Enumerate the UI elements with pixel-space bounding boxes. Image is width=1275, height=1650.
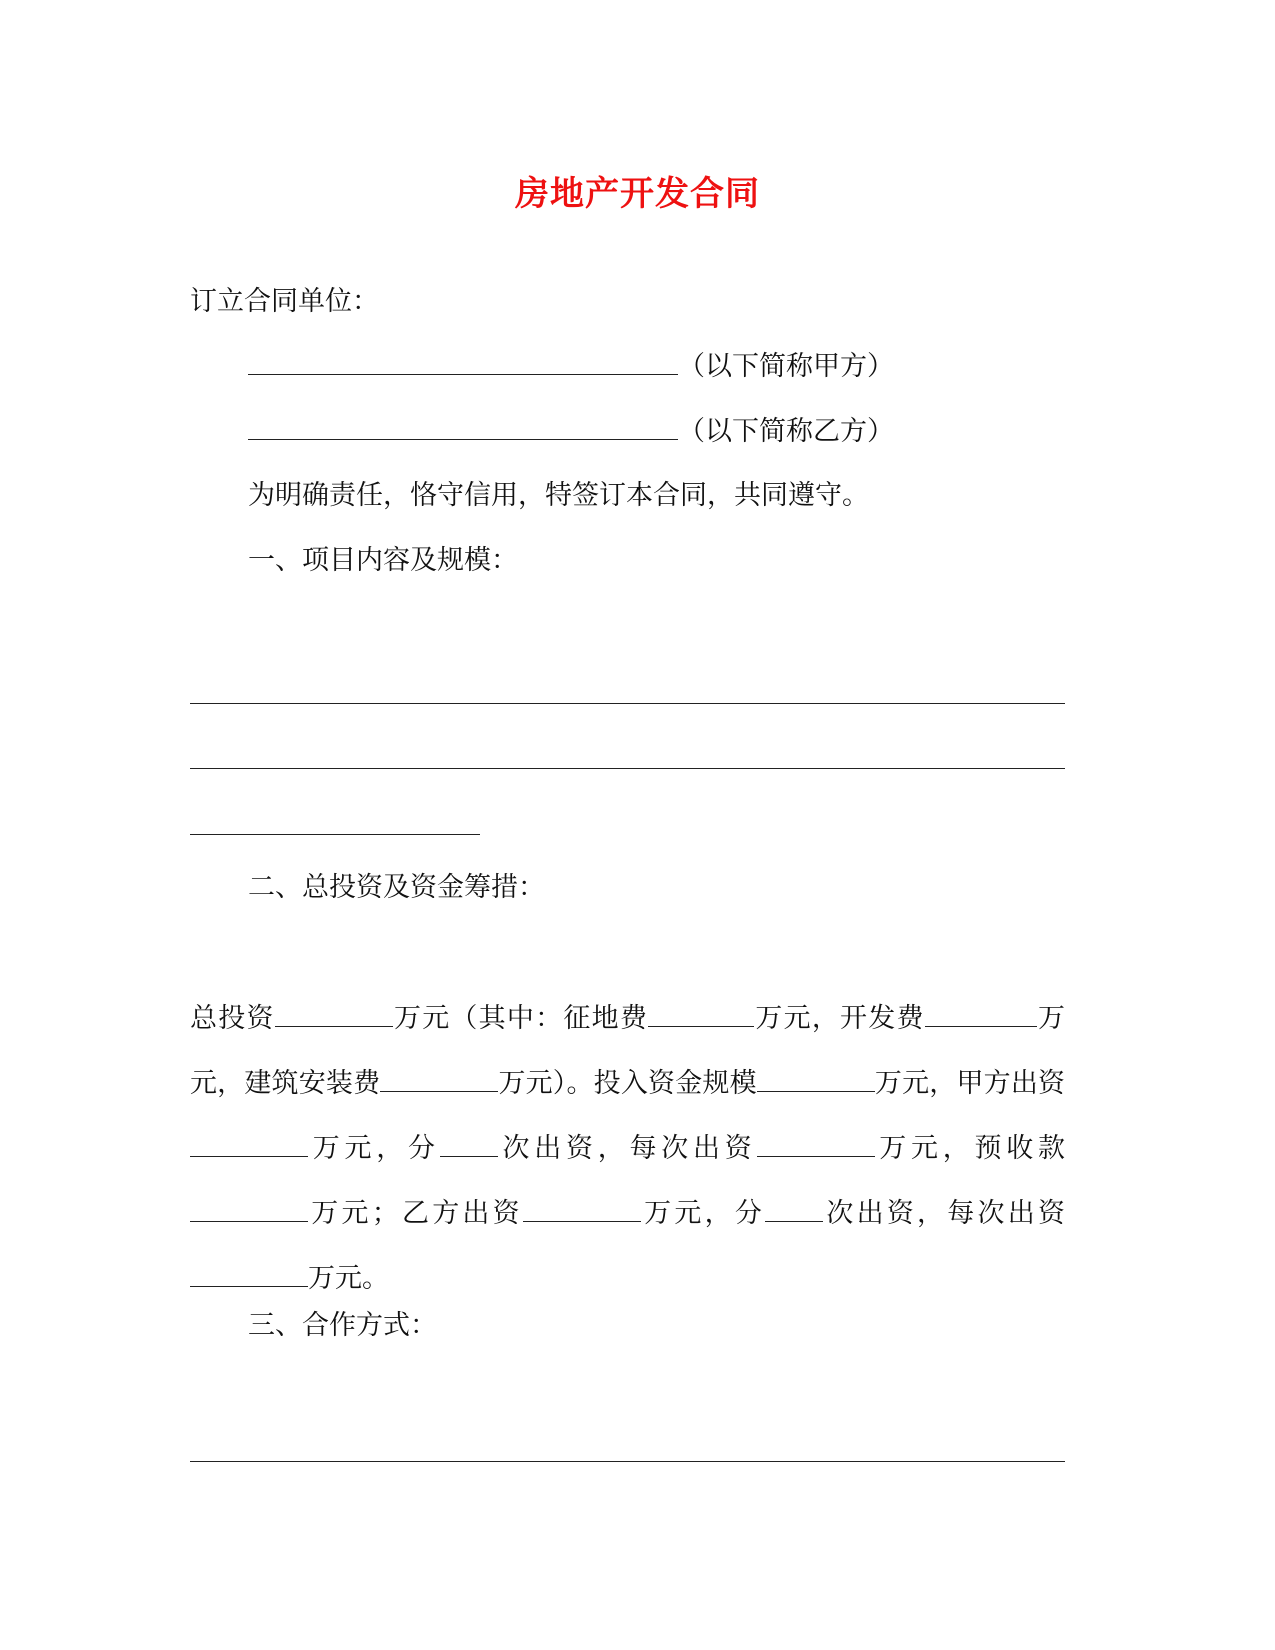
investment-text: 万元，开发费 [754,1003,925,1034]
investment-text: 次出资，每次出资 [823,1198,1066,1229]
preamble: 为明确责任，恪守信用，特签订本合同，共同遵守。 [248,480,869,511]
investment-paragraph [190,986,1065,1311]
party-a-per-installment-blank [757,1128,875,1157]
party-b-funds-blank [523,1193,641,1222]
document-title: 房地产开发合同 [515,174,760,214]
section-3-heading: 三、合作方式： [248,1310,437,1341]
investment-text: 万元，预收款 [874,1133,1065,1164]
party-b-installments-blank [765,1193,823,1222]
investment-text: 总投资 [190,1003,275,1034]
investment-text: 万元；乙方出资 [308,1198,523,1229]
party-b-line [248,411,894,452]
investment-text: 万元）。投入资金规模 [498,1068,757,1099]
party-b-blank [248,411,678,440]
section-1-blank-line-3 [190,834,480,835]
investment-text: 万元。 [308,1263,389,1294]
investment-text: 万元，分 [640,1198,766,1229]
land-fee-blank [648,998,754,1027]
investment-text: 万元，分 [308,1133,440,1164]
party-b-per-installment-blank [190,1258,308,1287]
party-a-installments-blank [440,1128,498,1157]
section-1-blank-line-1 [190,703,1065,704]
parties-label: 订立合同单位： [190,286,379,317]
advance-payment-blank [190,1193,308,1222]
investment-text: 万元，建筑安装费 [190,1003,1066,1099]
development-fee-blank [925,998,1037,1027]
section-2-heading: 二、总投资及资金筹措： [248,872,545,903]
party-a-funds-blank [190,1128,308,1157]
section-3-blank-line [190,1461,1065,1462]
investment-text: 万元，甲方出资 [874,1068,1066,1099]
total-investment-blank [275,998,393,1027]
fund-scale-blank [757,1063,875,1092]
section-1-blank-line-2 [190,768,1065,769]
party-b-suffix: （以下简称乙方） [678,416,894,447]
section-1-heading: 一、项目内容及规模： [248,545,518,576]
investment-text: 次出资，每次出资 [497,1133,757,1164]
party-a-suffix: （以下简称甲方） [678,351,894,382]
party-a-line [248,346,894,387]
investment-text: 万元（其中：征地费 [392,1003,649,1034]
construction-fee-blank [380,1063,498,1092]
party-a-blank [248,346,678,375]
